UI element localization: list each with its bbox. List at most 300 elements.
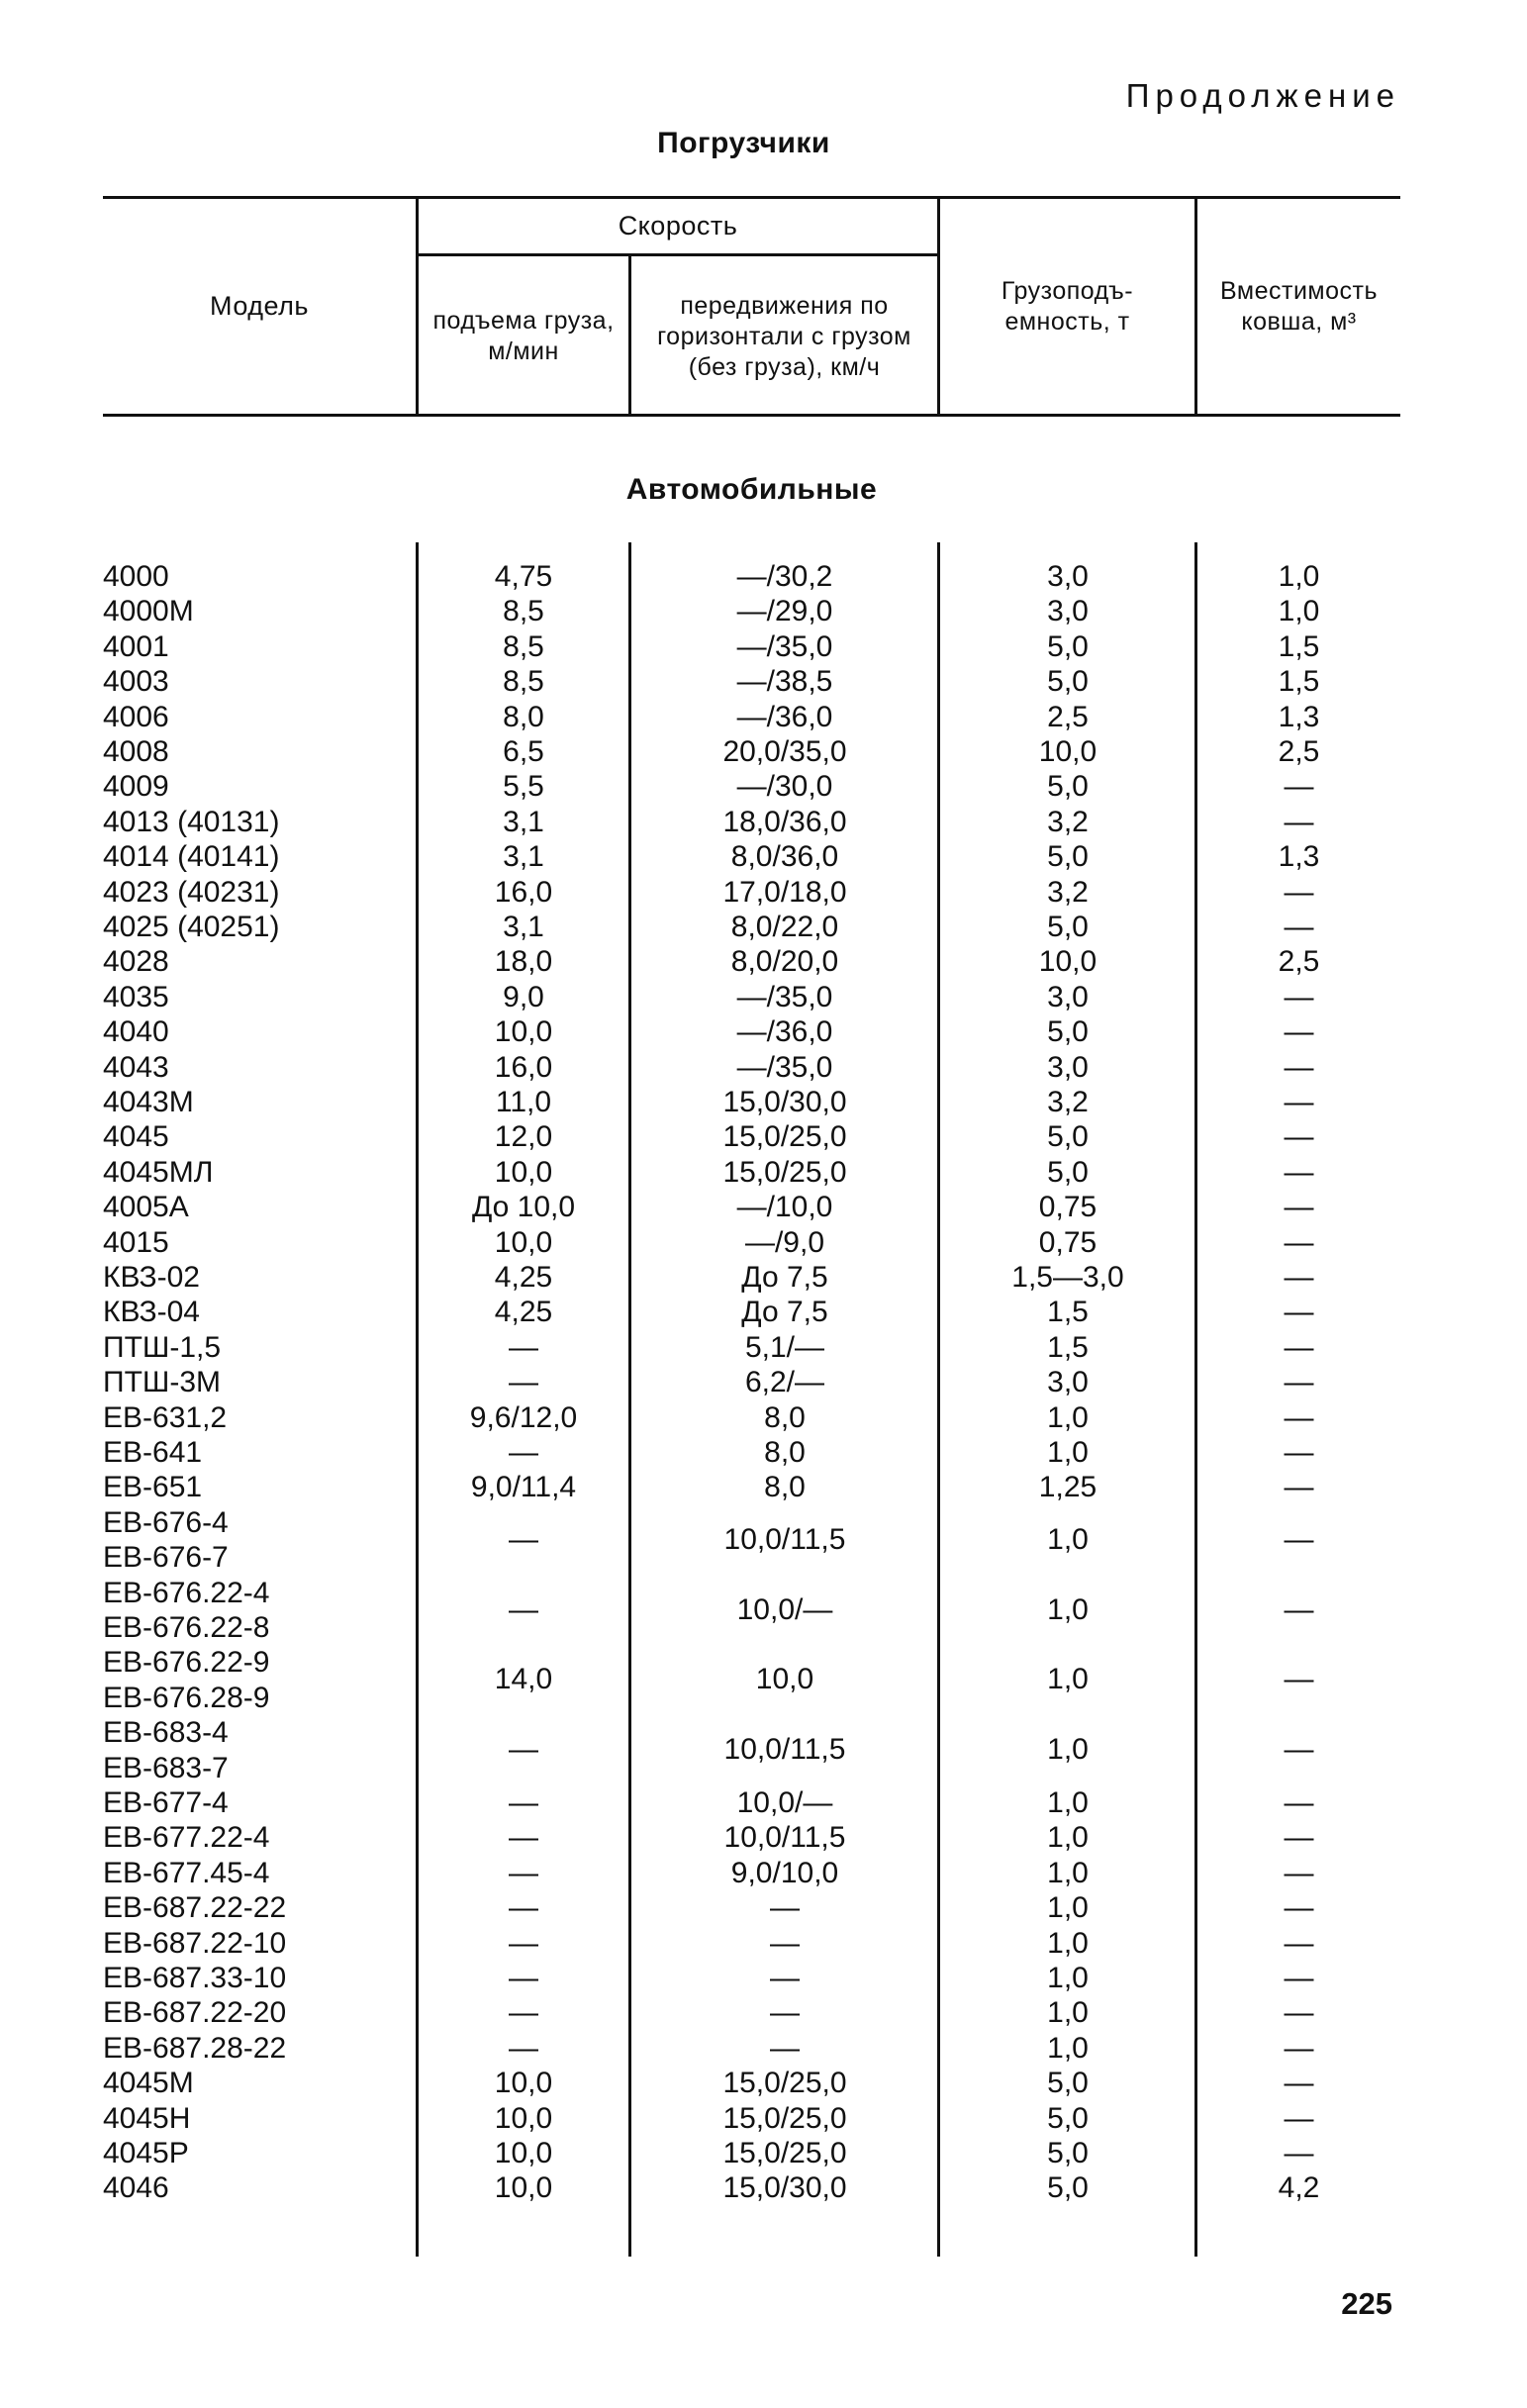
bucket-cell: — — [1284, 1996, 1314, 2030]
model-cell — [103, 1645, 269, 1715]
lift-speed-cell: — — [509, 1436, 538, 1469]
travel-speed-cell: —/9,0 — [744, 1225, 825, 1259]
lift-speed-cell: — — [509, 1366, 538, 1399]
bucket-cell: — — [1284, 2067, 1314, 2100]
capacity-cell: 5,0 — [1047, 2101, 1089, 2135]
lift-speed-cell: 10,0 — [494, 1225, 553, 1259]
table-row — [0, 944, 1527, 979]
capacity-cell: 1,0 — [1047, 1436, 1089, 1469]
model-cell — [103, 2136, 189, 2170]
capacity-cell: 3,0 — [1047, 1050, 1089, 1084]
model-name: ЕВ-687.22-10 — [103, 1926, 287, 1960]
model-name: 4045Р — [103, 2137, 189, 2169]
bucket-cell: — — [1284, 805, 1314, 838]
bucket-cell: — — [1284, 1821, 1314, 1855]
capacity-cell: 1,25 — [1038, 1471, 1098, 1504]
table-row — [0, 1890, 1527, 1925]
lift-speed-cell: 10,0 — [494, 2171, 553, 2205]
model-cell — [103, 594, 194, 628]
lift-speed-cell: — — [509, 1891, 538, 1925]
model-cell — [103, 839, 279, 874]
model-cell — [103, 1576, 269, 1646]
model-name: ЕВ-683-4 — [103, 1716, 229, 1750]
capacity-cell: 5,0 — [1047, 2171, 1089, 2205]
model-cell — [103, 559, 169, 594]
travel-speed-cell: 10,0 — [755, 1663, 814, 1696]
bucket-cell: 1,5 — [1278, 629, 1320, 663]
capacity-cell: 1,0 — [1047, 1592, 1089, 1626]
model-cell — [103, 769, 169, 804]
model-cell — [103, 1400, 227, 1435]
travel-speed-cell: 17,0/18,0 — [722, 875, 847, 909]
table-row — [0, 1400, 1527, 1435]
capacity-cell: 1,5—3,0 — [1011, 1261, 1124, 1294]
model-cell — [103, 700, 169, 734]
model-name: ЕВ-687.33-10 — [103, 1962, 287, 1994]
travel-speed-cell: 6,2/— — [744, 1366, 825, 1399]
model-name: ЕВ-631,2 — [103, 1400, 228, 1434]
travel-speed-cell: 8,0/22,0 — [730, 911, 839, 943]
capacity-cell: 1,0 — [1047, 1891, 1089, 1925]
lift-speed-cell: — — [509, 1856, 538, 1889]
bucket-cell: — — [1284, 1366, 1314, 1399]
model-cell — [103, 1119, 169, 1154]
lift-speed-cell: — — [509, 2031, 538, 2065]
travel-speed-cell: —/35,0 — [736, 980, 833, 1013]
model-cell — [103, 1785, 229, 1820]
model-cell — [103, 2066, 194, 2100]
travel-speed-cell: 15,0/25,0 — [722, 2067, 847, 2100]
model-cell — [103, 1330, 221, 1365]
capacity-cell: 3,2 — [1047, 805, 1089, 838]
model-name: 4006 — [103, 700, 169, 733]
table-row — [0, 2170, 1527, 2205]
table-row — [0, 1645, 1527, 1715]
capacity-cell: 1,5 — [1047, 1296, 1089, 1329]
table-row — [0, 769, 1527, 804]
lift-speed-cell: — — [509, 1962, 538, 1994]
lift-speed-cell: 14,0 — [494, 1663, 553, 1696]
model-name: 4014 (40141) — [103, 840, 280, 874]
travel-speed-cell: —/38,5 — [736, 665, 833, 699]
travel-speed-cell: — — [770, 1996, 800, 2030]
model-name: 4040 — [103, 1015, 169, 1049]
table-row — [0, 1365, 1527, 1399]
capacity-cell: 1,0 — [1047, 1926, 1089, 1960]
header-bucket: Вместимость ковша, м³ — [1220, 276, 1378, 336]
lift-speed-cell: — — [509, 1786, 538, 1819]
travel-speed-cell: 20,0/35,0 — [722, 735, 847, 768]
table-row — [0, 629, 1527, 664]
model-cell — [103, 1295, 200, 1329]
model-name: ЕВ-677-4 — [103, 1786, 229, 1819]
bucket-cell: — — [1284, 1471, 1314, 1504]
table-row — [0, 734, 1527, 769]
model-name: 4045Н — [103, 2101, 191, 2135]
bucket-cell: — — [1284, 1225, 1314, 1259]
lift-speed-cell: — — [509, 1330, 538, 1364]
travel-speed-cell: — — [770, 1962, 800, 1994]
model-name: 4023 (40231) — [103, 875, 280, 909]
model-name: 4000 — [103, 560, 169, 593]
model-name: ЕВ-677.22-4 — [103, 1821, 270, 1855]
capacity-cell: 1,0 — [1047, 1996, 1089, 2030]
model-name: ЕВ-683-7 — [103, 1751, 229, 1784]
table-row — [0, 1190, 1527, 1224]
lift-speed-cell: 18,0 — [494, 945, 553, 979]
model-cell — [103, 664, 169, 699]
model-cell — [103, 629, 169, 664]
table-row — [0, 1926, 1527, 1961]
bucket-cell: — — [1284, 1155, 1314, 1189]
lift-speed-cell: — — [509, 1733, 538, 1767]
model-name: 4015 — [103, 1225, 169, 1259]
capacity-cell: 0,75 — [1038, 1225, 1098, 1259]
lift-speed-cell: 6,5 — [503, 735, 544, 768]
lift-speed-cell: 16,0 — [494, 1050, 553, 1084]
lift-speed-cell: — — [509, 1926, 538, 1960]
travel-speed-cell: 8,0 — [764, 1400, 806, 1434]
model-name: ЕВ-687.22-20 — [103, 1996, 287, 2030]
model-name: 4045МЛ — [103, 1155, 214, 1189]
table-row — [0, 1014, 1527, 1049]
lift-speed-cell: 3,1 — [503, 840, 544, 874]
table-row — [0, 1155, 1527, 1190]
bucket-cell: — — [1284, 1962, 1314, 1994]
lift-speed-cell: 10,0 — [494, 2137, 553, 2169]
table-row — [0, 1961, 1527, 1995]
travel-speed-cell: —/36,0 — [736, 700, 833, 733]
bucket-cell: 1,0 — [1278, 595, 1320, 628]
model-cell — [103, 910, 279, 944]
bucket-cell: — — [1284, 1856, 1314, 1889]
capacity-cell: 3,2 — [1047, 875, 1089, 909]
travel-speed-cell: 8,0/20,0 — [730, 945, 839, 979]
model-name: 4045 — [103, 1120, 169, 1154]
bucket-cell: — — [1284, 1436, 1314, 1469]
bucket-cell: — — [1284, 1120, 1314, 1154]
travel-speed-cell: 8,0 — [764, 1471, 806, 1504]
bucket-cell: — — [1284, 1926, 1314, 1960]
bucket-cell: — — [1284, 1050, 1314, 1084]
bucket-cell: — — [1284, 1296, 1314, 1329]
model-name: ПТШ-1,5 — [103, 1330, 222, 1364]
header-speed: Скорость — [618, 210, 738, 241]
travel-speed-cell: —/30,2 — [736, 560, 833, 593]
bucket-cell: — — [1284, 1086, 1314, 1118]
travel-speed-cell: 18,0/36,0 — [722, 805, 847, 838]
table-row — [0, 1330, 1527, 1365]
table-row — [0, 1820, 1527, 1855]
bucket-cell: — — [1284, 1191, 1314, 1224]
table-header-bottom-rule — [103, 414, 1400, 417]
lift-speed-cell: 10,0 — [494, 2101, 553, 2135]
bucket-cell: — — [1284, 1663, 1314, 1696]
lift-speed-cell: 10,0 — [494, 1015, 553, 1049]
model-name: 4005А — [103, 1191, 189, 1224]
lift-speed-cell: 4,25 — [494, 1296, 553, 1329]
travel-speed-cell: 10,0/— — [736, 1786, 833, 1819]
table-row — [0, 594, 1527, 628]
table-row — [0, 2136, 1527, 2170]
bucket-cell: — — [1284, 980, 1314, 1013]
model-name: ЕВ-676.22-4 — [103, 1576, 270, 1609]
travel-speed-cell: 9,0/10,0 — [730, 1856, 839, 1889]
capacity-cell: 1,0 — [1047, 1663, 1089, 1696]
capacity-cell: 1,0 — [1047, 2031, 1089, 2065]
table-row — [0, 910, 1527, 944]
bucket-cell: — — [1284, 2137, 1314, 2169]
table-row — [0, 1470, 1527, 1504]
model-name: ЕВ-676.22-9 — [103, 1646, 270, 1680]
table-row — [0, 559, 1527, 594]
table-row — [0, 1295, 1527, 1329]
model-cell — [103, 1715, 229, 1785]
model-cell — [103, 1260, 200, 1295]
table-row — [0, 664, 1527, 699]
lift-speed-cell: 9,6/12,0 — [469, 1400, 578, 1434]
travel-speed-cell: —/36,0 — [736, 1015, 833, 1049]
lift-speed-cell: 10,0 — [494, 1155, 553, 1189]
model-cell — [103, 1365, 221, 1399]
model-cell — [103, 2170, 169, 2205]
capacity-cell: 1,0 — [1047, 1856, 1089, 1889]
travel-speed-cell: 15,0/25,0 — [722, 2101, 847, 2135]
travel-speed-cell: 8,0/36,0 — [730, 840, 839, 874]
page-number: 225 — [1341, 2286, 1392, 2321]
table-row — [0, 1505, 1527, 1576]
model-cell — [103, 1014, 169, 1049]
model-cell — [103, 1050, 169, 1085]
model-name: 4043 — [103, 1050, 169, 1084]
subsection-title: Автомобильные — [625, 473, 878, 506]
lift-speed-cell: 12,0 — [494, 1120, 553, 1154]
capacity-cell: 10,0 — [1038, 735, 1098, 768]
model-name: 4028 — [103, 945, 169, 979]
lift-speed-cell: 8,5 — [503, 629, 544, 663]
model-cell — [103, 1085, 194, 1119]
table-row — [0, 1856, 1527, 1890]
capacity-cell: 1,0 — [1047, 1962, 1089, 1994]
lift-speed-cell: — — [509, 1996, 538, 2030]
bucket-cell: 2,5 — [1278, 945, 1320, 979]
lift-speed-cell: 9,0/11,4 — [470, 1471, 577, 1504]
travel-speed-cell: 10,0/11,5 — [723, 1821, 846, 1855]
bucket-cell: — — [1284, 1330, 1314, 1364]
travel-speed-cell: — — [770, 1891, 800, 1925]
travel-speed-cell: 15,0/25,0 — [722, 2137, 847, 2169]
lift-speed-cell: 8,5 — [503, 665, 544, 699]
bucket-cell: 4,2 — [1278, 2171, 1320, 2205]
model-name: ЕВ-641 — [103, 1436, 203, 1469]
table-row — [0, 2101, 1527, 2136]
table-row — [0, 2066, 1527, 2100]
bucket-cell: — — [1284, 1891, 1314, 1925]
model-name: ЕВ-677.45-4 — [103, 1856, 270, 1889]
table-row — [0, 2031, 1527, 2066]
capacity-cell: 5,0 — [1047, 629, 1089, 663]
model-name: ЕВ-676.28-9 — [103, 1681, 270, 1714]
table-row — [0, 1576, 1527, 1646]
capacity-cell: 1,0 — [1047, 1400, 1089, 1434]
lift-speed-cell: 3,1 — [503, 911, 544, 943]
model-cell — [103, 1961, 286, 1995]
travel-speed-cell: —/35,0 — [736, 1050, 833, 1084]
bucket-cell: — — [1284, 770, 1314, 804]
capacity-cell: 5,0 — [1047, 1155, 1089, 1189]
bucket-cell: — — [1284, 2031, 1314, 2065]
travel-speed-cell: 15,0/25,0 — [722, 1120, 847, 1154]
lift-speed-cell: 10,0 — [494, 2067, 553, 2100]
capacity-cell: 0,75 — [1038, 1191, 1098, 1224]
model-name: 4009 — [103, 770, 169, 804]
lift-speed-cell: 16,0 — [494, 875, 553, 909]
travel-speed-cell: —/29,0 — [736, 595, 833, 628]
capacity-cell: 2,5 — [1047, 700, 1089, 733]
model-cell — [103, 1470, 202, 1504]
travel-speed-cell: —/30,0 — [736, 770, 833, 804]
capacity-cell: 3,0 — [1047, 980, 1089, 1013]
capacity-cell: 5,0 — [1047, 2067, 1089, 2100]
model-cell — [103, 875, 279, 910]
lift-speed-cell: 11,0 — [495, 1086, 552, 1118]
continuation-label: Продолжение — [1125, 77, 1400, 114]
capacity-cell: 5,0 — [1047, 1015, 1089, 1049]
table-row — [0, 875, 1527, 910]
travel-speed-cell: — — [770, 1926, 800, 1960]
travel-speed-cell: 8,0 — [764, 1436, 806, 1469]
table-row — [0, 1119, 1527, 1154]
model-name: ЕВ-687.28-22 — [103, 2031, 287, 2065]
model-cell — [103, 1435, 202, 1470]
model-name: КВЗ-04 — [103, 1296, 200, 1329]
bucket-cell: — — [1284, 2101, 1314, 2135]
model-name: ЕВ-687.22-22 — [103, 1891, 287, 1925]
travel-speed-cell: До 7,5 — [741, 1261, 828, 1294]
model-name: ЕВ-676-4 — [103, 1505, 229, 1539]
bucket-cell: — — [1284, 1261, 1314, 1294]
capacity-cell: 1,0 — [1047, 1786, 1089, 1819]
table-row — [0, 1225, 1527, 1260]
capacity-cell: 1,5 — [1047, 1330, 1089, 1364]
model-name: 4013 (40131) — [103, 805, 280, 838]
model-cell — [103, 2101, 190, 2136]
travel-speed-cell: 10,0/11,5 — [723, 1733, 846, 1767]
table-row — [0, 1260, 1527, 1295]
header-capacity: Грузоподъ-емность, т — [1001, 276, 1134, 336]
model-name: 4003 — [103, 665, 169, 699]
model-cell — [103, 2031, 286, 2066]
bucket-cell: — — [1284, 1400, 1314, 1434]
table-row — [0, 1050, 1527, 1085]
model-name: 4043М — [103, 1086, 194, 1118]
model-name: ЕВ-676-7 — [103, 1541, 229, 1575]
capacity-cell: 1,0 — [1047, 1821, 1089, 1855]
capacity-cell: 1,0 — [1047, 1522, 1089, 1556]
travel-speed-cell: —/35,0 — [736, 629, 833, 663]
bucket-cell: — — [1284, 875, 1314, 909]
table-row — [0, 1715, 1527, 1785]
bucket-cell: 1,0 — [1278, 560, 1320, 593]
travel-speed-cell: —/10,0 — [736, 1191, 833, 1224]
travel-speed-cell: — — [770, 2031, 800, 2065]
table-row — [0, 700, 1527, 734]
bucket-cell: — — [1284, 911, 1314, 943]
section-title: Погрузчики — [657, 127, 830, 159]
model-cell — [103, 944, 169, 979]
table-row — [0, 805, 1527, 839]
table-row — [0, 1085, 1527, 1119]
lift-speed-cell: — — [509, 1821, 538, 1855]
model-cell — [103, 805, 279, 839]
travel-speed-cell: 10,0/11,5 — [723, 1522, 846, 1556]
capacity-cell: 5,0 — [1047, 911, 1089, 943]
model-cell — [103, 1505, 229, 1576]
lift-speed-cell: — — [509, 1592, 538, 1626]
lift-speed-cell: 9,0 — [503, 980, 544, 1013]
capacity-cell: 3,2 — [1047, 1086, 1089, 1118]
bucket-cell: — — [1284, 1733, 1314, 1767]
lift-speed-cell: 8,0 — [503, 700, 544, 733]
model-name: ЕВ-651 — [103, 1471, 203, 1504]
speed-group-rule — [419, 253, 938, 256]
bucket-cell: 1,3 — [1278, 840, 1320, 874]
travel-speed-cell: 5,1/— — [744, 1330, 825, 1364]
model-cell — [103, 1225, 169, 1260]
header-travel-speed: передвижения по горизонтали с грузом (без груза), км/ч — [657, 291, 911, 381]
model-cell — [103, 1856, 269, 1890]
lift-speed-cell: 3,1 — [503, 805, 544, 838]
table-row — [0, 980, 1527, 1014]
bucket-cell: 1,5 — [1278, 665, 1320, 699]
bucket-cell: — — [1284, 1786, 1314, 1819]
lift-speed-cell: 5,5 — [503, 770, 544, 804]
model-cell — [103, 1926, 286, 1961]
bucket-cell: — — [1284, 1592, 1314, 1626]
model-name: 4000М — [103, 595, 194, 628]
model-name: 4025 (40251) — [103, 911, 280, 943]
lift-speed-cell: 4,75 — [494, 560, 553, 593]
model-name: 4008 — [103, 735, 169, 768]
model-cell — [103, 1820, 269, 1855]
lift-speed-cell: 8,5 — [503, 595, 544, 628]
header-model: Модель — [210, 290, 309, 321]
lift-speed-cell: — — [509, 1522, 538, 1556]
capacity-cell: 3,0 — [1047, 1366, 1089, 1399]
table-row — [0, 1995, 1527, 2030]
capacity-cell: 5,0 — [1047, 2137, 1089, 2169]
travel-speed-cell: 15,0/30,0 — [722, 1086, 847, 1118]
bucket-cell: — — [1284, 1522, 1314, 1556]
model-cell — [103, 734, 169, 769]
travel-speed-cell: 10,0/— — [736, 1592, 833, 1626]
travel-speed-cell: 15,0/25,0 — [722, 1155, 847, 1189]
model-name: 4046 — [103, 2171, 169, 2205]
capacity-cell: 5,0 — [1047, 665, 1089, 699]
model-name: 4001 — [103, 629, 169, 663]
bucket-cell: 1,3 — [1278, 700, 1320, 733]
capacity-cell: 5,0 — [1047, 840, 1089, 874]
table-row — [0, 1785, 1527, 1820]
header-lift-speed: подъема груза, м/мин — [432, 307, 615, 365]
model-name: КВЗ-02 — [103, 1261, 200, 1294]
table-row — [0, 1435, 1527, 1470]
capacity-cell: 1,0 — [1047, 1733, 1089, 1767]
model-name: ПТШ-3М — [103, 1366, 222, 1399]
travel-speed-cell: 15,0/30,0 — [722, 2171, 847, 2205]
model-name: ЕВ-676.22-8 — [103, 1611, 270, 1644]
table-row — [0, 839, 1527, 874]
